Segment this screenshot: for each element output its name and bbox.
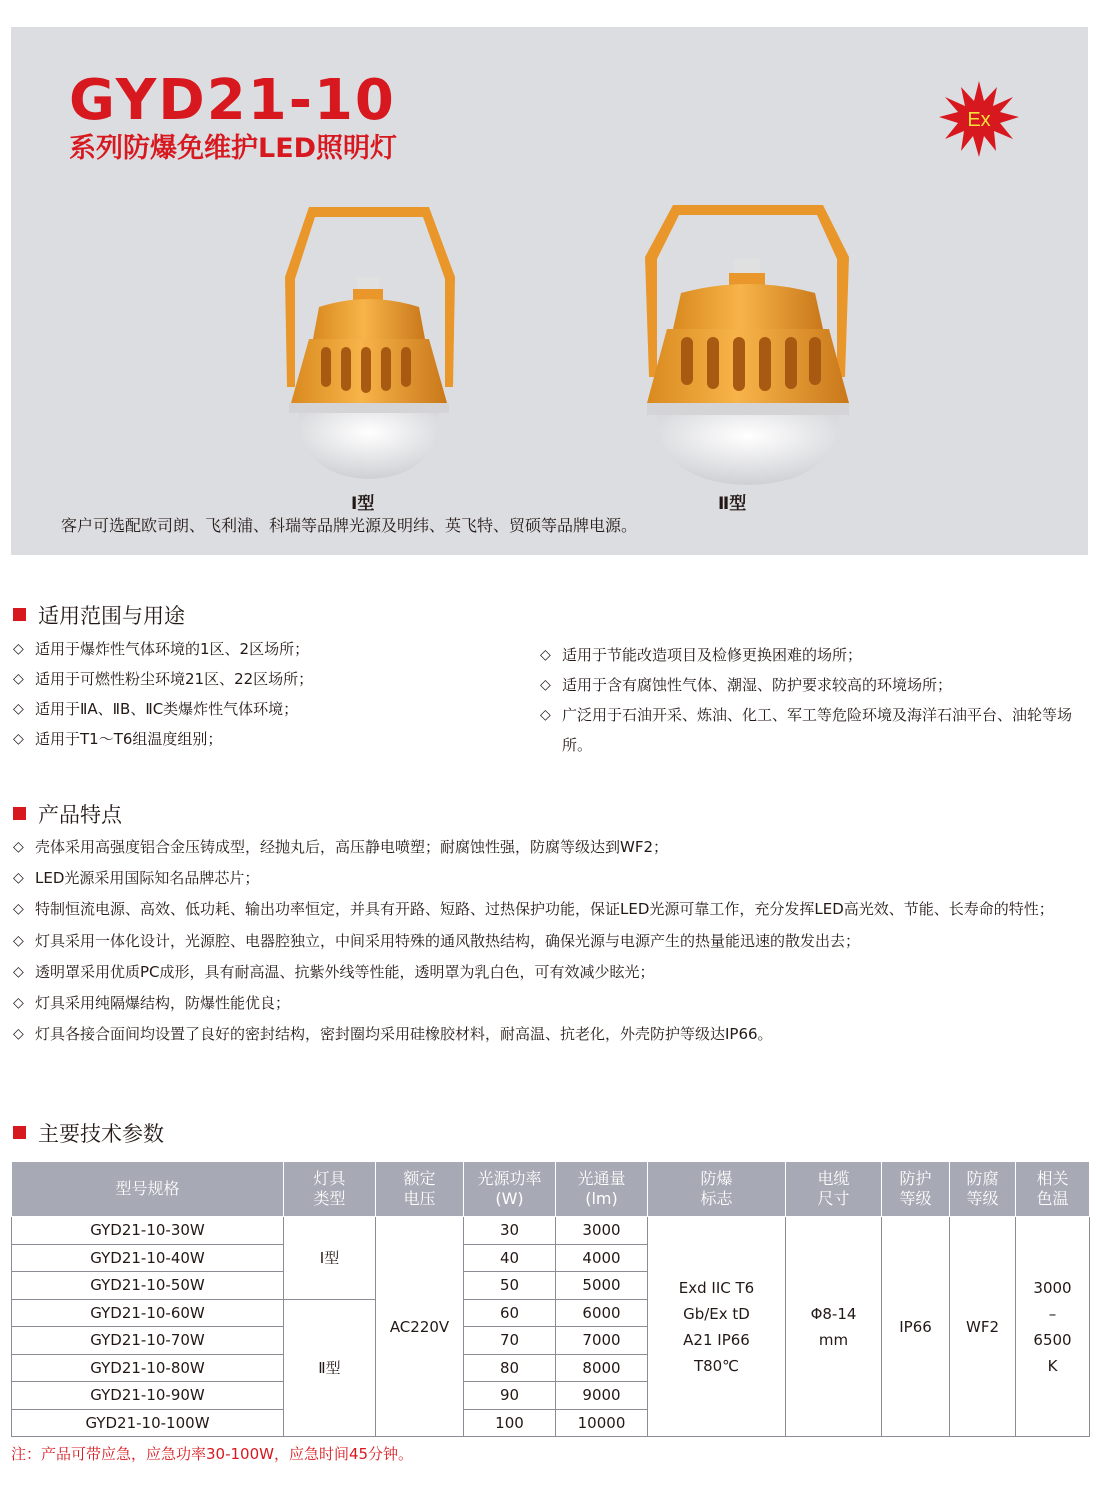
- list-item: ◇ 灯具采用纯隔爆结构，防爆性能优良；: [13, 988, 1093, 1019]
- diamond-bullet-icon: ◇: [540, 647, 551, 663]
- col-anti: 防腐 等级: [950, 1162, 1016, 1217]
- section-scope-heading: [13, 606, 185, 627]
- product-hero: [11, 27, 1088, 555]
- diamond-bullet-icon: ◇: [13, 839, 24, 855]
- list-item: ◇ 灯具各接合面间均设置了良好的密封结构，密封圈均采用硅橡胶材料，耐高温、抗老化，外壳防护等级达IP66。: [13, 1019, 1093, 1050]
- cell-flux: 7000: [556, 1327, 648, 1355]
- section-params-heading: [13, 1124, 164, 1145]
- cell-voltage: AC220V: [376, 1217, 464, 1437]
- cell-model: GYD21-10-100W: [12, 1409, 284, 1437]
- cell-model: GYD21-10-80W: [12, 1354, 284, 1382]
- section-marker-icon: [13, 608, 26, 621]
- list-item: ◇ 透明罩采用优质PC成形，具有耐高温、抗紫外线等性能，透明罩为乳白色，可有效减少眩光；: [13, 957, 1093, 988]
- diamond-bullet-icon: ◇: [13, 932, 24, 949]
- list-item: ◇ 适用于含有腐蚀性气体、潮湿、防护要求较高的环境场所；: [540, 670, 1090, 700]
- diamond-bullet-icon: ◇: [13, 1026, 24, 1043]
- cell-ip: IP66: [882, 1217, 950, 1437]
- list-item: ◇ 适用于T1～T6组温度组别；: [13, 724, 513, 754]
- cell-flux: 8000: [556, 1354, 648, 1382]
- cell-flux: 5000: [556, 1272, 648, 1300]
- diamond-bullet-icon: ◇: [13, 963, 24, 980]
- diamond-bullet-icon: ◇: [13, 731, 24, 747]
- diamond-bullet-icon: ◇: [540, 707, 551, 723]
- cell-power: 50: [464, 1272, 556, 1300]
- ex-badge-text: Ex: [967, 109, 991, 131]
- cell-flux: 3000: [556, 1217, 648, 1245]
- type2-label: Ⅱ型: [718, 494, 747, 514]
- cell-power: 40: [464, 1244, 556, 1272]
- cell-type2: Ⅱ型: [284, 1299, 376, 1437]
- cell-flux: 10000: [556, 1409, 648, 1437]
- diamond-bullet-icon: ◇: [13, 870, 24, 887]
- section-params-title: 主要技术参数: [38, 1122, 164, 1146]
- cell-model: GYD21-10-90W: [12, 1382, 284, 1410]
- col-power: 光源功率 (W): [464, 1162, 556, 1217]
- list-item: ◇ LED光源采用国际知名品牌芯片；: [13, 863, 1093, 894]
- scope-list-right: [540, 640, 1090, 760]
- col-cable: 电缆 尺寸: [786, 1162, 882, 1217]
- features-list: [13, 832, 1093, 1050]
- cell-model: GYD21-10-60W: [12, 1299, 284, 1327]
- cell-power: 90: [464, 1382, 556, 1410]
- spec-table: [11, 1161, 1090, 1437]
- brand-options-note: 客户可选配欧司朗、飞利浦、科瑞等品牌光源及明纬、英飞特、贸硕等品牌电源。: [61, 516, 638, 535]
- cell-ex-mark: Exd IIC T6 Gb/Ex tD A21 IP66 T80℃: [648, 1217, 786, 1437]
- cell-model: GYD21-10-30W: [12, 1217, 284, 1245]
- diamond-bullet-icon: ◇: [540, 677, 551, 693]
- cell-flux: 4000: [556, 1244, 648, 1272]
- emergency-footnote: 注：产品可带应急，应急功率30-100W，应急时间45分钟。: [11, 1445, 414, 1463]
- col-cct: 相关 色温: [1016, 1162, 1090, 1217]
- cell-power: 80: [464, 1354, 556, 1382]
- cell-type1: Ⅰ型: [284, 1217, 376, 1300]
- diamond-bullet-icon: ◇: [13, 641, 24, 657]
- section-marker-icon: [13, 807, 26, 820]
- cell-model: GYD21-10-40W: [12, 1244, 284, 1272]
- diamond-bullet-icon: ◇: [13, 995, 24, 1012]
- cell-cct: 3000 – 6500 K: [1016, 1217, 1090, 1437]
- list-item: ◇ 适用于爆炸性气体环境的1区、2区场所；: [13, 634, 513, 664]
- section-features-heading: [13, 805, 122, 826]
- col-model: 型号规格: [12, 1162, 284, 1217]
- cell-anti: WF2: [950, 1217, 1016, 1437]
- scope-list-left: [13, 634, 513, 754]
- list-item: ◇ 特制恒流电源、高效、低功耗、输出功率恒定，并具有开路、短路、过热保护功能，保证LED光源可靠工作，充分发挥LED高光效、节能、长寿命的特性；: [13, 894, 1093, 925]
- product-subtitle: 系列防爆免维护LED照明灯: [69, 133, 398, 164]
- cell-power: 60: [464, 1299, 556, 1327]
- list-item: ◇ 灯具采用一体化设计，光源腔、电器腔独立，中间采用特殊的通风散热结构，确保光源与电源产生的热量能迅速的散发出去；: [13, 926, 1093, 957]
- cell-cable: Φ8-14 mm: [786, 1217, 882, 1437]
- col-type: 灯具 类型: [284, 1162, 376, 1217]
- section-features-title: 产品特点: [38, 803, 122, 827]
- cell-power: 30: [464, 1217, 556, 1245]
- list-item: ◇ 适用于可燃性粉尘环境21区、22区场所；: [13, 664, 513, 694]
- cell-power: 70: [464, 1327, 556, 1355]
- diamond-bullet-icon: ◇: [13, 701, 24, 717]
- cell-flux: 6000: [556, 1299, 648, 1327]
- list-item: ◇ 广泛用于石油开采、炼油、化工、军工等危险环境及海洋石油平台、油轮等场所。: [540, 700, 1090, 760]
- section-scope-title: 适用范围与用途: [38, 604, 185, 628]
- diamond-bullet-icon: ◇: [13, 671, 24, 687]
- list-item: ◇ 适用于ⅡA、ⅡB、ⅡC类爆炸性气体环境；: [13, 694, 513, 724]
- table-row: [12, 1217, 1090, 1245]
- cell-model: GYD21-10-50W: [12, 1272, 284, 1300]
- col-ex-mark: 防爆 标志: [648, 1162, 786, 1217]
- section-marker-icon: [13, 1126, 26, 1139]
- model-title: GYD21-10: [69, 68, 396, 133]
- lamp-type1-image: [269, 207, 469, 487]
- ex-explosion-proof-icon: [939, 79, 1019, 159]
- list-item: ◇ 适用于节能改造项目及检修更换困难的场所；: [540, 640, 1090, 670]
- type1-label: Ⅰ型: [351, 494, 375, 514]
- lamp-type2-image: [623, 177, 873, 487]
- list-item: ◇ 壳体采用高强度铝合金压铸成型，经抛丸后，高压静电喷塑；耐腐蚀性强，防腐等级达到WF2；: [13, 832, 1093, 863]
- cell-power: 100: [464, 1409, 556, 1437]
- col-ip: 防护 等级: [882, 1162, 950, 1217]
- table-header-row: [12, 1162, 1090, 1217]
- col-voltage: 额定 电压: [376, 1162, 464, 1217]
- cell-model: GYD21-10-70W: [12, 1327, 284, 1355]
- cell-flux: 9000: [556, 1382, 648, 1410]
- diamond-bullet-icon: ◇: [13, 901, 24, 918]
- col-flux: 光通量 (lm): [556, 1162, 648, 1217]
